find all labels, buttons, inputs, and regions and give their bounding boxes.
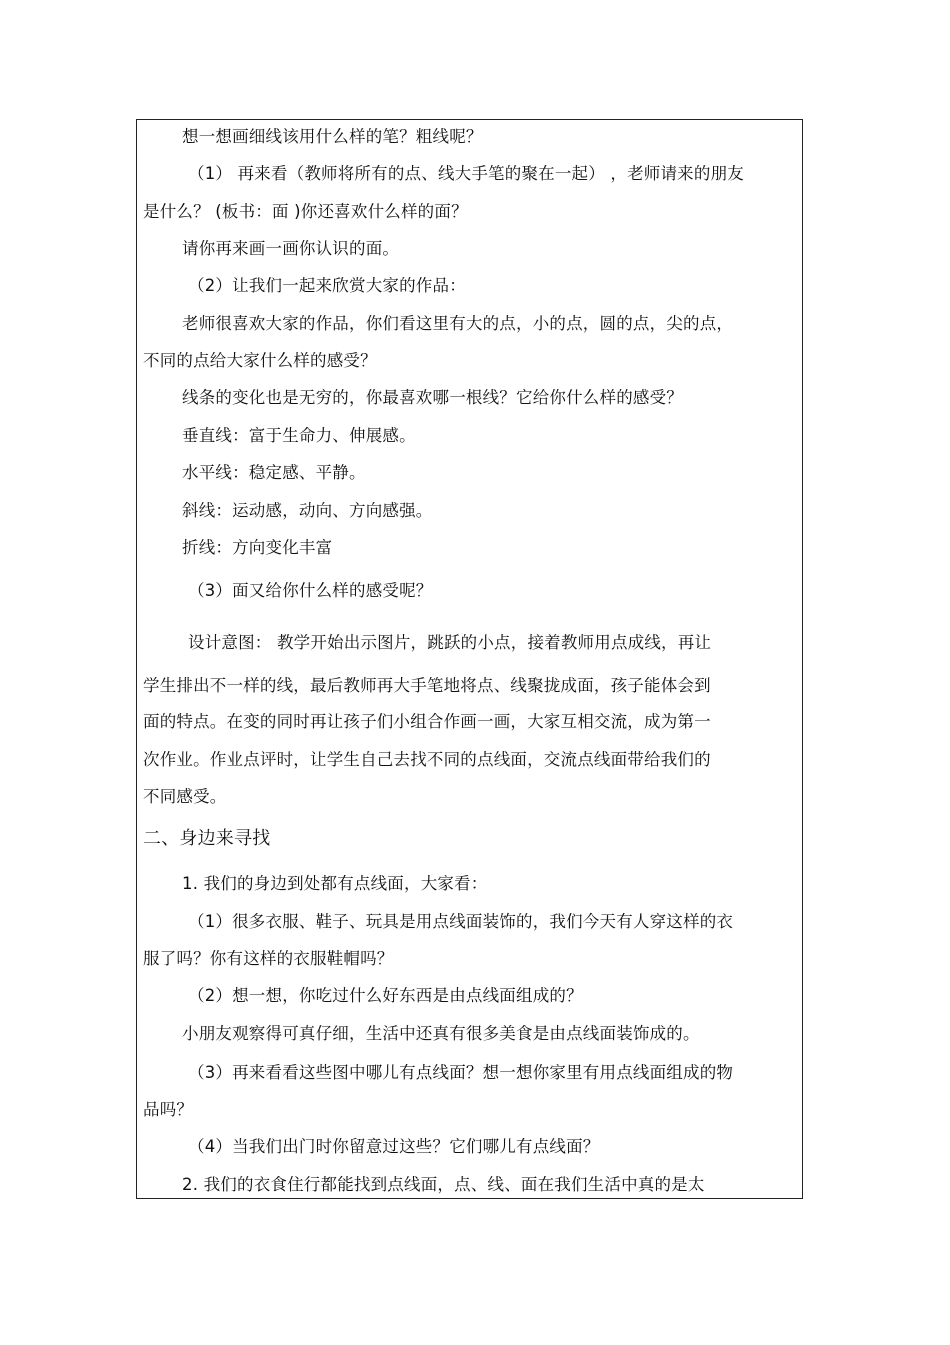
text-line: （2）想一想，你吃过什么好东西是由点线面组成的？: [188, 986, 583, 1005]
text-line: 想一想画细线该用什么样的笔？粗线呢？: [182, 127, 483, 146]
text-line: 是什么？ (板书：面 )你还喜欢什么样的面？: [143, 202, 468, 221]
text-line: 小朋友观察得可真仔细，生活中还真有很多美食是由点线面装饰成的。: [182, 1024, 700, 1043]
text-line: 品吗？: [143, 1100, 194, 1119]
text-line: 2. 我们的衣食住行都能找到点线面，点、线、面在我们生活中真的是太: [182, 1175, 705, 1194]
text-line: 老师很喜欢大家的作品，你们看这里有大的点，小的点，圆的点，尖的点，: [182, 314, 734, 333]
design-intent-line: 设计意图： 教学开始出示图片，跳跃的小点，接着教师用点成线，再让: [188, 633, 712, 652]
text-line: 垂直线：富于生命力、伸展感。: [182, 426, 416, 445]
text-line: 请你再来画一画你认识的面。: [182, 239, 400, 258]
text-line: 折线：方向变化丰富: [182, 538, 333, 557]
section-heading: 二、身边来寻找: [143, 828, 271, 849]
text-line: （2）让我们一起来欣赏大家的作品：: [188, 276, 466, 295]
text-line: （1）很多衣服、鞋子、玩具是用点线面装饰的，我们今天有人穿这样的衣: [188, 912, 734, 931]
text-line: 线条的变化也是无穷的，你最喜欢哪一根线？它给你什么样的感受？: [182, 388, 683, 407]
text-line: 不同的点给大家什么样的感受？: [143, 351, 377, 370]
text-line: （3）面又给你什么样的感受呢？: [188, 581, 433, 600]
text-line: （4）当我们出门时你留意过这些？它们哪儿有点线面？: [188, 1137, 600, 1156]
text-line: 学生排出不一样的线，最后教师再大手笔地将点、线聚拢成面，孩子能体会到: [143, 676, 711, 695]
text-line: （3）再来看看这些图中哪儿有点线面？想一想你家里有用点线面组成的物: [188, 1063, 734, 1082]
text-line: 水平线：稳定感、平静。: [182, 463, 366, 482]
text-line: 不同感受。: [143, 787, 227, 806]
text-line: 面的特点。在变的同时再让孩子们小组合作画一画，大家互相交流，成为第一: [143, 712, 711, 731]
text-line: 斜线：运动感，动向、方向感强。: [182, 501, 433, 520]
text-line: 次作业。作业点评时，让学生自己去找不同的点线面，交流点线面带给我们的: [143, 750, 711, 769]
text-line: 1. 我们的身边到处都有点线面，大家看：: [182, 874, 488, 893]
text-line: 服了吗？你有这样的衣服鞋帽吗？: [143, 949, 394, 968]
text-line: （1） 再来看（教师将所有的点、线大手笔的聚在一起） ，老师请来的朋友: [188, 164, 744, 183]
